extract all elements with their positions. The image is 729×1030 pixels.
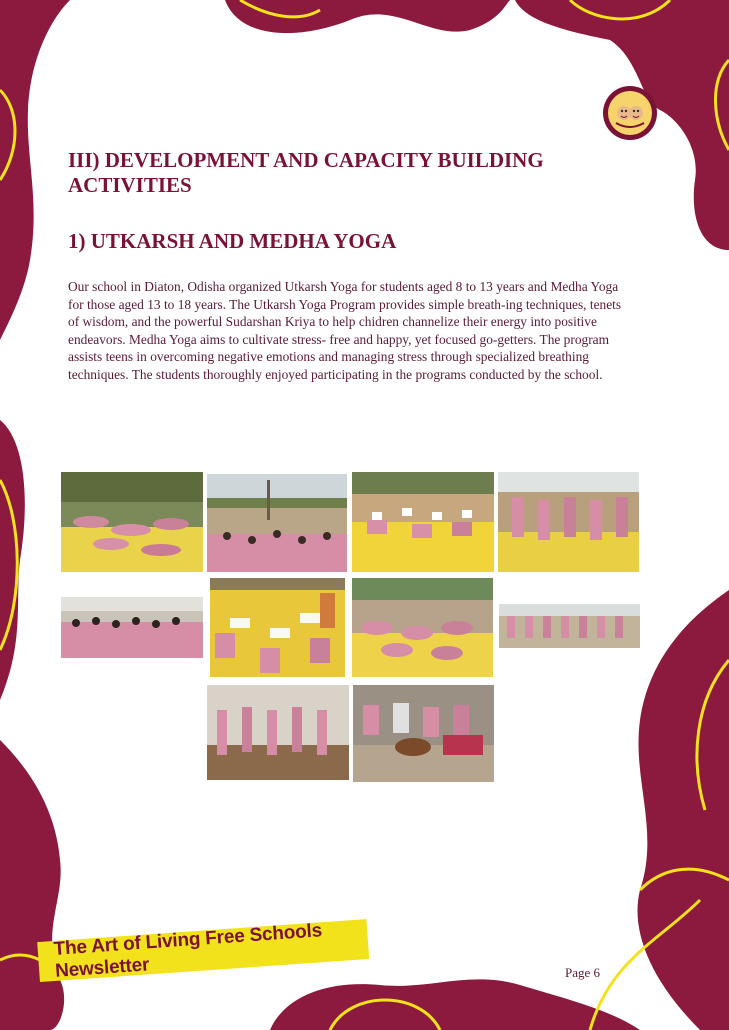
yoga-photo-1: [61, 472, 203, 572]
logo-emblem-icon: [608, 91, 652, 135]
yoga-photo-5: [61, 597, 203, 658]
page-number: Page 6: [565, 965, 601, 980]
yoga-photo-3: [352, 472, 494, 572]
yoga-photo-4: [498, 472, 639, 572]
yoga-photo-9: [207, 685, 349, 780]
yoga-photo-6: [210, 578, 345, 677]
yoga-photo-2: [207, 474, 347, 572]
subsection-heading: 1) UTKARSH AND MEDHA YOGA: [68, 229, 397, 253]
school-logo: [603, 86, 657, 140]
yoga-photo-10: [353, 685, 494, 782]
section-heading: III) DEVELOPMENT AND CAPACITY BUILDING ACTIVITIES: [68, 148, 544, 197]
newsletter-title: The Art of Living Free Schools Newsletter: [53, 920, 323, 982]
body-paragraph: Our school in Diaton, Odisha organized Utkarsh Yoga for students aged 8 to 13 years and Medha Yoga for those aged 13 to 18 years. The Utkarsh Yoga Program provides simple breath-ing techniques, tenets of wisdom, and the powerful Sudarshan Kriya to help chidren channelize their energy into positive endeavors. Medha Yoga aims to cultivate stress- free and happy, yet focused go-getters. The program assists teens in overcoming negative emotions and managing stress through specialized breathing techniques. The students thoroughly enjoyed participating in the programs conducted by the school.: [68, 279, 622, 382]
yoga-photo-7: [352, 578, 493, 677]
yoga-photo-8: [499, 604, 640, 648]
